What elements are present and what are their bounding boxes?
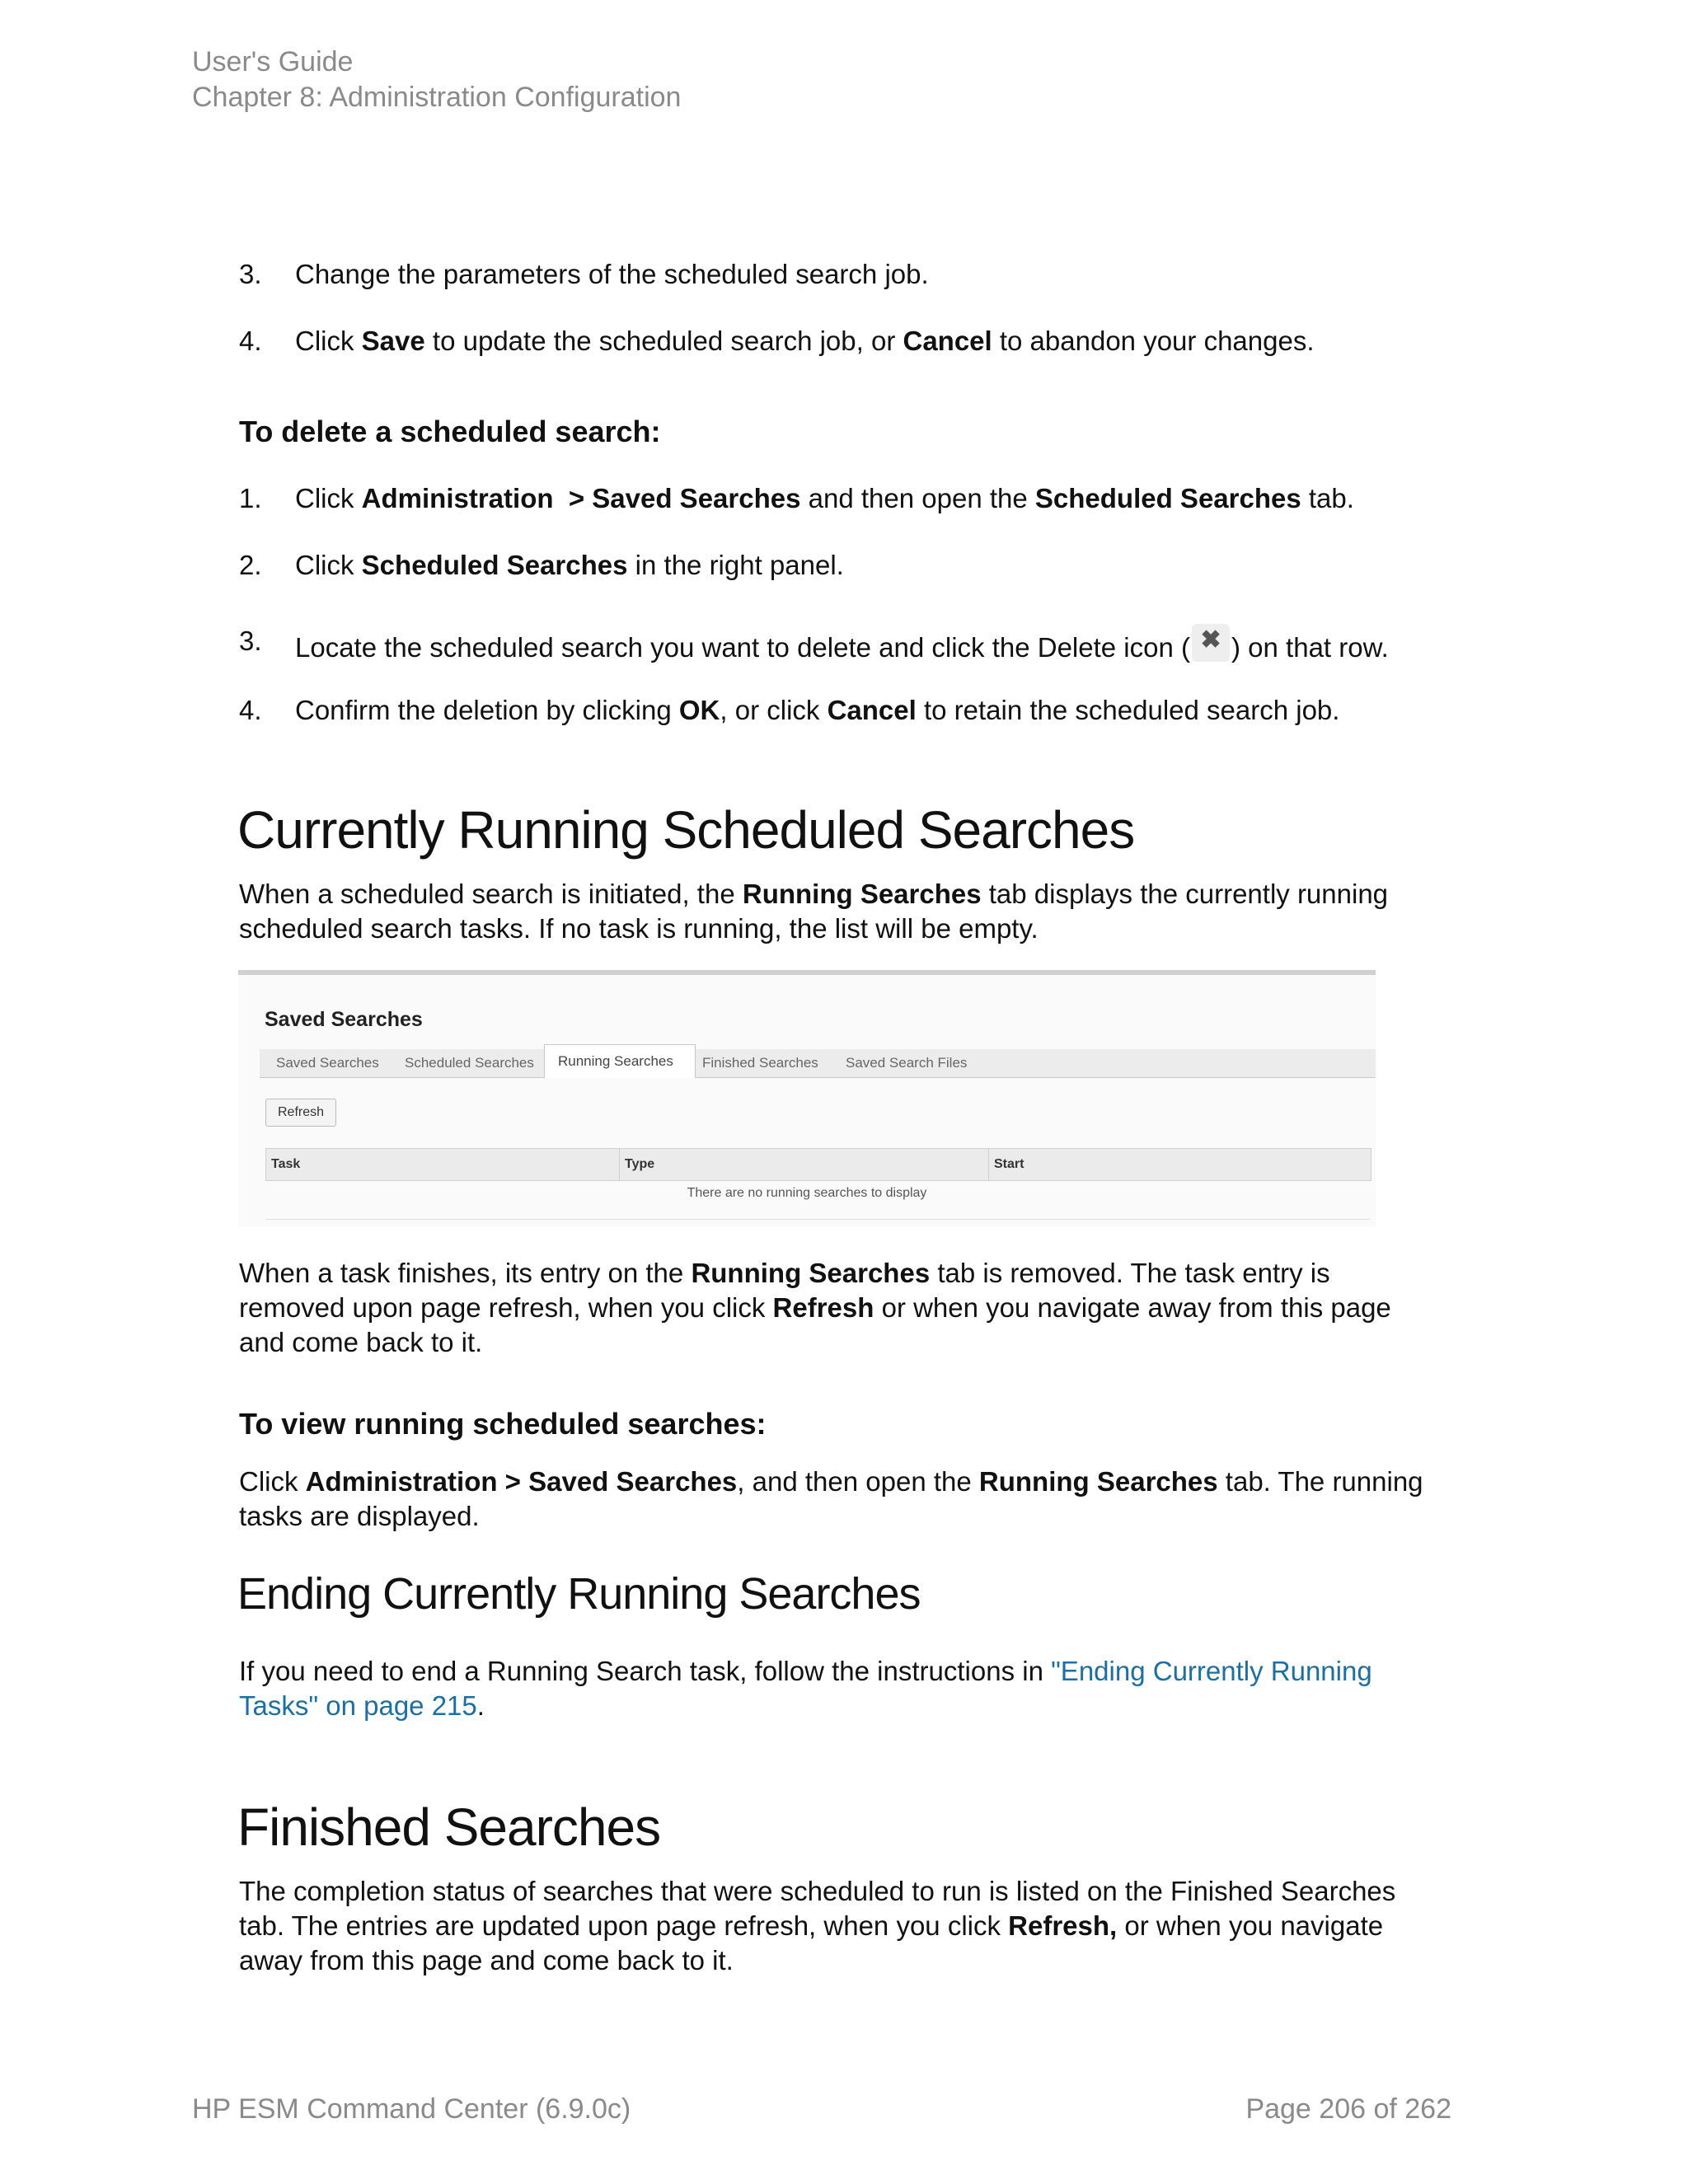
list-item [239, 693, 1339, 728]
finished-text: The completion status of searches that were scheduled to run is listed on the Finished Searches tab. The entries are updated upon page refresh, when you click Refresh, or when you navigate away from this page and come back to it. [239, 1876, 1396, 1975]
step-number: 3. [239, 259, 262, 289]
step-number: 2. [239, 550, 262, 580]
ending-tasks-link[interactable]: "Ending Currently Running Tasks" on page 215 [239, 1656, 1372, 1721]
step-text: to retain the scheduled search job. [916, 695, 1340, 725]
view-procedure-heading: To view running scheduled searches: [239, 1407, 767, 1441]
empty-message: There are no running searches to display [687, 1186, 927, 1200]
delete-procedure-heading: To delete a scheduled search: [239, 415, 661, 448]
tab-running-searches[interactable]: Running Searches [544, 1044, 696, 1078]
step-text: Click [295, 326, 362, 356]
list-item [239, 481, 1354, 516]
refresh-button[interactable]: Refresh [265, 1099, 336, 1127]
running-table-header [265, 1148, 1372, 1181]
step-text: Click [295, 483, 362, 513]
step-text: and then open the [800, 483, 1035, 513]
step-text: ) on that row. [1231, 632, 1389, 663]
saved-searches-screenshot [238, 970, 1376, 1227]
running-header-guide: User's Guide [192, 46, 354, 77]
ending-text: If you need to end a Running Search task, follow the instructions in "Ending Currently Running Tasks" on page 215. [239, 1656, 1372, 1721]
step-text: Confirm the deletion by clicking [295, 695, 679, 725]
list-item [239, 257, 929, 292]
step-number: 3. [239, 626, 262, 656]
step-text: to update the scheduled search job, or [424, 326, 903, 356]
step-text: Change the parameters of the scheduled search job. [295, 259, 929, 289]
column-start[interactable]: Start [988, 1149, 1024, 1180]
finished-heading: Finished Searches [237, 1797, 661, 1857]
menu-path: Administration > Saved Searches [361, 483, 801, 513]
footer-product: HP ESM Command Center (6.9.0c) [192, 2093, 631, 2125]
column-type[interactable]: Type [619, 1149, 654, 1180]
cancel-label: Cancel [903, 326, 992, 356]
step-text: tab. [1301, 483, 1354, 513]
running-heading: Currently Running Scheduled Searches [237, 800, 1135, 860]
divider [265, 1219, 1370, 1220]
column-task[interactable]: Task [271, 1157, 301, 1171]
running-after-text: When a task finishes, its entry on the Running Searches tab is removed. The task entry is removed upon page refresh, when you click Refresh or when you navigate away from this page and come back to it. [239, 1258, 1391, 1357]
footer-page-number: Page 206 of 262 [1245, 2093, 1451, 2125]
list-item [239, 624, 1389, 665]
step-text: in the right panel. [627, 550, 844, 580]
step-number: 1. [239, 483, 262, 513]
ok-label: OK [678, 695, 720, 725]
running-header-chapter: Chapter 8: Administration Configuration [192, 82, 682, 113]
ending-heading: Ending Currently Running Searches [237, 1569, 921, 1619]
tab-finished-searches[interactable]: Finished Searches [702, 1055, 818, 1071]
step-number: 4. [239, 326, 262, 356]
step-text: , or click [720, 695, 828, 725]
tab-name: Scheduled Searches [1034, 483, 1301, 513]
view-procedure-text: Click Administration > Saved Searches, and then open the Running Searches tab. The running tasks are displayed. [239, 1466, 1423, 1531]
save-label: Save [361, 326, 425, 356]
tab-name: Scheduled Searches [361, 550, 628, 580]
running-intro: When a scheduled search is initiated, the Running Searches tab displays the currently running scheduled search tasks. If no task is running, the list will be empty. [239, 879, 1389, 944]
tab-saved-search-files[interactable]: Saved Search Files [846, 1055, 968, 1071]
tab-saved-searches[interactable]: Saved Searches [276, 1055, 379, 1071]
tab-scheduled-searches[interactable]: Scheduled Searches [405, 1055, 534, 1071]
tab-bar [260, 1049, 1376, 1078]
step-text: Click [295, 550, 362, 580]
step-number: 4. [239, 695, 262, 725]
screenshot-title: Saved Searches [265, 1008, 423, 1031]
cancel-label: Cancel [827, 695, 917, 725]
list-item [239, 548, 844, 583]
delete-icon: ✖ [1192, 624, 1230, 662]
step-text: Locate the scheduled search you want to delete and click the Delete icon ( [295, 632, 1191, 663]
list-item [239, 324, 1315, 359]
step-text: to abandon your changes. [992, 326, 1315, 356]
